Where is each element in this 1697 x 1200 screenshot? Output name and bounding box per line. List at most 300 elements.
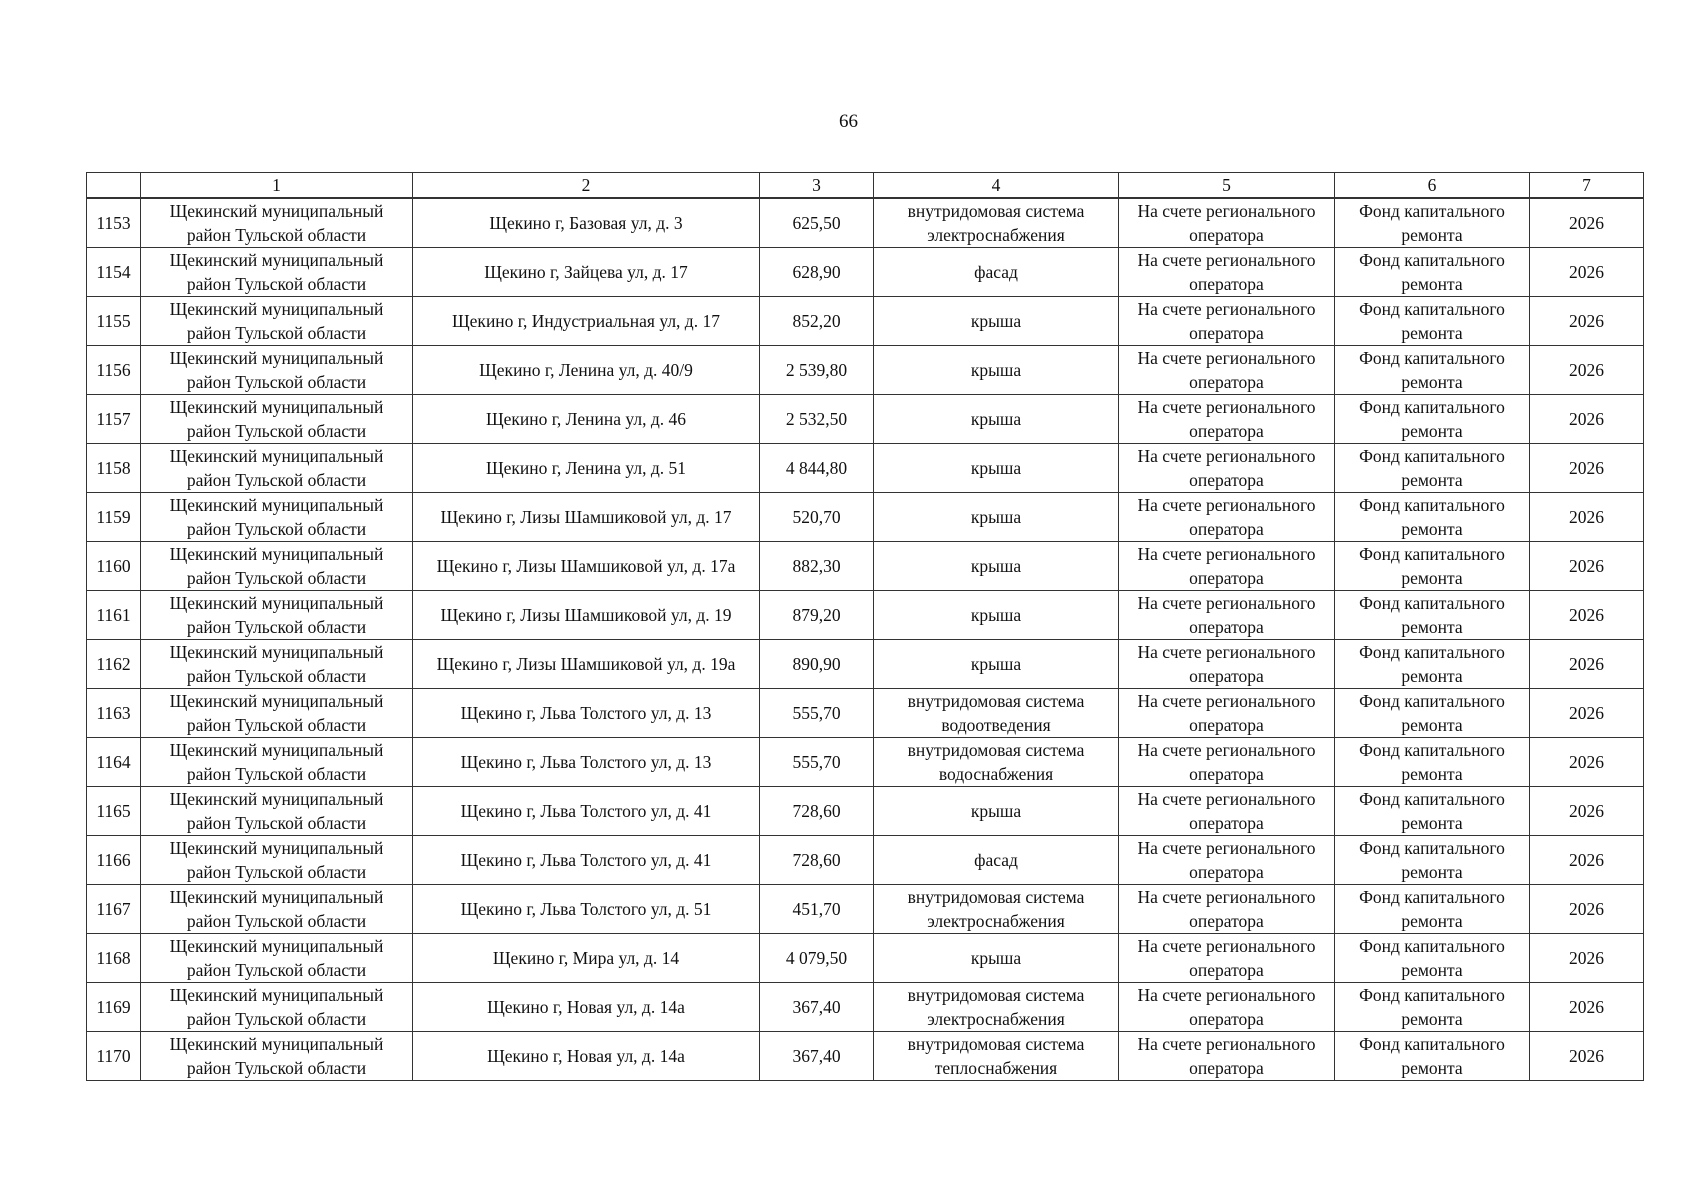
header-cell-6: 6 <box>1335 173 1530 199</box>
account-cell-line: На счете регионального <box>1137 348 1316 368</box>
year-cell: 2026 <box>1530 885 1644 934</box>
account-cell-line: оператора <box>1189 862 1264 882</box>
work-type-cell-line: крыша <box>970 605 1022 625</box>
address-cell: Щекино г, Льва Толстого ул, д. 13 <box>413 689 760 738</box>
district-cell-line: район Тульской области <box>186 960 367 980</box>
funding-source-cell-line: ремонта <box>1401 372 1463 392</box>
account-cell-line: На счете регионального <box>1137 1034 1316 1054</box>
funding-source-cell-line: ремонта <box>1401 323 1463 343</box>
year-cell: 2026 <box>1530 542 1644 591</box>
area-cell: 728,60 <box>760 787 874 836</box>
table-row <box>87 689 1644 738</box>
year-cell: 2026 <box>1530 591 1644 640</box>
year-cell: 2026 <box>1530 198 1644 248</box>
area-cell: 882,30 <box>760 542 874 591</box>
district-cell-line: Щекинский муниципальный <box>169 985 384 1005</box>
address-cell: Щекино г, Лизы Шамшиковой ул, д. 17 <box>413 493 760 542</box>
funding-source-cell <box>1335 493 1530 542</box>
account-cell <box>1119 493 1335 542</box>
year-cell: 2026 <box>1530 248 1644 297</box>
account-cell <box>1119 444 1335 493</box>
district-cell-line: район Тульской области <box>186 666 367 686</box>
district-cell-line: Щекинский муниципальный <box>169 1034 384 1054</box>
funding-source-cell-line: Фонд капитального <box>1359 397 1505 417</box>
district-cell-line: Щекинский муниципальный <box>169 348 384 368</box>
funding-source-cell-line: Фонд капитального <box>1359 740 1505 760</box>
account-cell <box>1119 591 1335 640</box>
funding-source-cell <box>1335 346 1530 395</box>
table-row <box>87 395 1644 444</box>
district-cell-line: Щекинский муниципальный <box>169 299 384 319</box>
account-cell <box>1119 689 1335 738</box>
work-type-cell-line: крыша <box>970 458 1022 478</box>
area-cell: 555,70 <box>760 689 874 738</box>
district-cell <box>141 444 413 493</box>
area-cell: 555,70 <box>760 738 874 787</box>
funding-source-cell-line: Фонд капитального <box>1359 348 1505 368</box>
table-row <box>87 493 1644 542</box>
account-cell-line: На счете регионального <box>1137 642 1316 662</box>
district-cell <box>141 395 413 444</box>
account-cell-line: оператора <box>1189 519 1264 539</box>
work-type-cell-line: электроснабжения <box>927 911 1065 931</box>
work-type-cell-line: внутридомовая система <box>907 887 1085 907</box>
work-type-cell-line: фасад <box>974 262 1018 282</box>
year-cell: 2026 <box>1530 444 1644 493</box>
area-cell: 2 532,50 <box>760 395 874 444</box>
table-row <box>87 248 1644 297</box>
work-type-cell-line: фасад <box>974 850 1018 870</box>
account-cell-line: оператора <box>1189 813 1264 833</box>
work-type-cell-line: крыша <box>970 948 1022 968</box>
district-cell-line: Щекинский муниципальный <box>169 887 384 907</box>
address-cell: Щекино г, Ленина ул, д. 46 <box>413 395 760 444</box>
work-type-cell <box>874 297 1119 346</box>
funding-source-cell <box>1335 983 1530 1032</box>
district-cell-line: Щекинский муниципальный <box>169 642 384 662</box>
repair-program-table <box>86 172 1644 1081</box>
district-cell-line: район Тульской области <box>186 274 367 294</box>
header-cell-3: 3 <box>760 173 874 199</box>
funding-source-cell-line: Фонд капитального <box>1359 544 1505 564</box>
account-cell-line: оператора <box>1189 617 1264 637</box>
work-type-cell <box>874 1032 1119 1081</box>
district-cell-line: район Тульской области <box>186 421 367 441</box>
account-cell-line: На счете регионального <box>1137 740 1316 760</box>
address-cell: Щекино г, Зайцева ул, д. 17 <box>413 248 760 297</box>
district-cell <box>141 248 413 297</box>
account-cell-line: На счете регионального <box>1137 887 1316 907</box>
area-cell: 890,90 <box>760 640 874 689</box>
row-number-cell: 1157 <box>87 395 141 444</box>
account-cell-line: На счете регионального <box>1137 789 1316 809</box>
account-cell <box>1119 542 1335 591</box>
account-cell-line: оператора <box>1189 421 1264 441</box>
district-cell <box>141 689 413 738</box>
district-cell-line: район Тульской области <box>186 519 367 539</box>
funding-source-cell-line: Фонд капитального <box>1359 495 1505 515</box>
work-type-cell <box>874 983 1119 1032</box>
account-cell-line: оператора <box>1189 1009 1264 1029</box>
table-row <box>87 934 1644 983</box>
header-cell-num <box>87 173 141 199</box>
area-cell: 4 079,50 <box>760 934 874 983</box>
district-cell-line: район Тульской области <box>186 617 367 637</box>
table-row <box>87 836 1644 885</box>
table-row <box>87 640 1644 689</box>
funding-source-cell-line: Фонд капитального <box>1359 1034 1505 1054</box>
funding-source-cell-line: ремонта <box>1401 274 1463 294</box>
district-cell-line: район Тульской области <box>186 470 367 490</box>
header-cell-7: 7 <box>1530 173 1644 199</box>
area-cell: 4 844,80 <box>760 444 874 493</box>
district-cell <box>141 738 413 787</box>
funding-source-cell-line: ремонта <box>1401 421 1463 441</box>
district-cell <box>141 1032 413 1081</box>
table-row <box>87 297 1644 346</box>
district-cell-line: Щекинский муниципальный <box>169 495 384 515</box>
funding-source-cell-line: Фонд капитального <box>1359 250 1505 270</box>
funding-source-cell-line: Фонд капитального <box>1359 936 1505 956</box>
funding-source-cell <box>1335 934 1530 983</box>
district-cell <box>141 983 413 1032</box>
table-row <box>87 591 1644 640</box>
account-cell <box>1119 787 1335 836</box>
header-cell-1: 1 <box>141 173 413 199</box>
account-cell-line: На счете регионального <box>1137 691 1316 711</box>
work-type-cell <box>874 493 1119 542</box>
funding-source-cell <box>1335 297 1530 346</box>
district-cell-line: район Тульской области <box>186 323 367 343</box>
area-cell: 625,50 <box>760 198 874 248</box>
year-cell: 2026 <box>1530 395 1644 444</box>
account-cell-line: оператора <box>1189 470 1264 490</box>
funding-source-cell-line: ремонта <box>1401 1058 1463 1078</box>
account-cell-line: оператора <box>1189 568 1264 588</box>
work-type-cell-line: водоотведения <box>941 715 1051 735</box>
district-cell-line: район Тульской области <box>186 911 367 931</box>
row-number-cell: 1164 <box>87 738 141 787</box>
row-number-cell: 1153 <box>87 198 141 248</box>
district-cell-line: Щекинский муниципальный <box>169 397 384 417</box>
area-cell: 520,70 <box>760 493 874 542</box>
account-cell <box>1119 297 1335 346</box>
district-cell <box>141 198 413 248</box>
year-cell: 2026 <box>1530 787 1644 836</box>
work-type-cell-line: электроснабжения <box>927 1009 1065 1029</box>
account-cell <box>1119 248 1335 297</box>
funding-source-cell <box>1335 444 1530 493</box>
row-number-cell: 1162 <box>87 640 141 689</box>
account-cell-line: оператора <box>1189 274 1264 294</box>
area-cell: 879,20 <box>760 591 874 640</box>
table-row <box>87 542 1644 591</box>
account-cell-line: На счете регионального <box>1137 397 1316 417</box>
district-cell-line: Щекинский муниципальный <box>169 544 384 564</box>
address-cell: Щекино г, Мира ул, д. 14 <box>413 934 760 983</box>
address-cell: Щекино г, Льва Толстого ул, д. 13 <box>413 738 760 787</box>
year-cell: 2026 <box>1530 738 1644 787</box>
work-type-cell-line: внутридомовая система <box>907 985 1085 1005</box>
row-number-cell: 1158 <box>87 444 141 493</box>
district-cell <box>141 836 413 885</box>
column-number-header-row <box>87 173 1644 199</box>
district-cell-line: Щекинский муниципальный <box>169 838 384 858</box>
funding-source-cell-line: Фонд капитального <box>1359 789 1505 809</box>
work-type-cell <box>874 591 1119 640</box>
address-cell: Щекино г, Новая ул, д. 14а <box>413 1032 760 1081</box>
funding-source-cell-line: Фонд капитального <box>1359 642 1505 662</box>
account-cell-line: На счете регионального <box>1137 250 1316 270</box>
row-number-cell: 1168 <box>87 934 141 983</box>
funding-source-cell-line: Фонд капитального <box>1359 593 1505 613</box>
account-cell-line: оператора <box>1189 372 1264 392</box>
table-row <box>87 738 1644 787</box>
district-cell <box>141 591 413 640</box>
work-type-cell-line: крыша <box>970 556 1022 576</box>
district-cell-line: район Тульской области <box>186 862 367 882</box>
funding-source-cell-line: Фонд капитального <box>1359 985 1505 1005</box>
work-type-cell-line: крыша <box>970 507 1022 527</box>
district-cell-line: Щекинский муниципальный <box>169 593 384 613</box>
funding-source-cell-line: ремонта <box>1401 764 1463 784</box>
address-cell: Щекино г, Лизы Шамшиковой ул, д. 19 <box>413 591 760 640</box>
year-cell: 2026 <box>1530 297 1644 346</box>
address-cell: Щекино г, Базовая ул, д. 3 <box>413 198 760 248</box>
table-row <box>87 885 1644 934</box>
funding-source-cell-line: ремонта <box>1401 666 1463 686</box>
funding-source-cell-line: ремонта <box>1401 862 1463 882</box>
district-cell-line: район Тульской области <box>186 715 367 735</box>
account-cell-line: На счете регионального <box>1137 936 1316 956</box>
district-cell-line: район Тульской области <box>186 225 367 245</box>
funding-source-cell <box>1335 1032 1530 1081</box>
row-number-cell: 1154 <box>87 248 141 297</box>
address-cell: Щекино г, Льва Толстого ул, д. 41 <box>413 787 760 836</box>
funding-source-cell-line: Фонд капитального <box>1359 446 1505 466</box>
account-cell <box>1119 198 1335 248</box>
area-cell: 2 539,80 <box>760 346 874 395</box>
account-cell-line: оператора <box>1189 960 1264 980</box>
work-type-cell-line: внутридомовая система <box>907 201 1085 221</box>
district-cell-line: Щекинский муниципальный <box>169 691 384 711</box>
table-body <box>87 173 1644 1081</box>
account-cell <box>1119 395 1335 444</box>
row-number-cell: 1163 <box>87 689 141 738</box>
area-cell: 628,90 <box>760 248 874 297</box>
work-type-cell <box>874 934 1119 983</box>
district-cell-line: Щекинский муниципальный <box>169 201 384 221</box>
funding-source-cell-line: Фонд капитального <box>1359 691 1505 711</box>
district-cell <box>141 787 413 836</box>
district-cell-line: район Тульской области <box>186 764 367 784</box>
year-cell: 2026 <box>1530 1032 1644 1081</box>
table-row <box>87 983 1644 1032</box>
address-cell: Щекино г, Новая ул, д. 14а <box>413 983 760 1032</box>
row-number-cell: 1170 <box>87 1032 141 1081</box>
funding-source-cell-line: ремонта <box>1401 715 1463 735</box>
funding-source-cell-line: Фонд капитального <box>1359 838 1505 858</box>
work-type-cell <box>874 346 1119 395</box>
year-cell: 2026 <box>1530 493 1644 542</box>
year-cell: 2026 <box>1530 836 1644 885</box>
account-cell-line: На счете регионального <box>1137 201 1316 221</box>
work-type-cell-line: внутридомовая система <box>907 691 1085 711</box>
funding-source-cell <box>1335 395 1530 444</box>
funding-source-cell <box>1335 836 1530 885</box>
district-cell-line: район Тульской области <box>186 1009 367 1029</box>
row-number-cell: 1160 <box>87 542 141 591</box>
work-type-cell <box>874 689 1119 738</box>
work-type-cell <box>874 738 1119 787</box>
funding-source-cell-line: ремонта <box>1401 568 1463 588</box>
district-cell <box>141 640 413 689</box>
area-cell: 367,40 <box>760 983 874 1032</box>
funding-source-cell <box>1335 198 1530 248</box>
account-cell <box>1119 738 1335 787</box>
year-cell: 2026 <box>1530 640 1644 689</box>
work-type-cell-line: водоснабжения <box>938 764 1054 784</box>
page-number: 66 <box>839 111 858 132</box>
district-cell-line: Щекинский муниципальный <box>169 250 384 270</box>
district-cell <box>141 934 413 983</box>
district-cell <box>141 297 413 346</box>
account-cell-line: На счете регионального <box>1137 838 1316 858</box>
work-type-cell-line: внутридомовая система <box>907 740 1085 760</box>
account-cell <box>1119 640 1335 689</box>
address-cell: Щекино г, Лизы Шамшиковой ул, д. 19а <box>413 640 760 689</box>
funding-source-cell-line: ремонта <box>1401 617 1463 637</box>
district-cell-line: Щекинский муниципальный <box>169 789 384 809</box>
work-type-cell <box>874 395 1119 444</box>
account-cell-line: На счете регионального <box>1137 985 1316 1005</box>
funding-source-cell <box>1335 640 1530 689</box>
funding-source-cell <box>1335 738 1530 787</box>
address-cell: Щекино г, Лизы Шамшиковой ул, д. 17а <box>413 542 760 591</box>
funding-source-cell-line: ремонта <box>1401 519 1463 539</box>
funding-source-cell-line: ремонта <box>1401 960 1463 980</box>
work-type-cell-line: крыша <box>970 311 1022 331</box>
work-type-cell <box>874 444 1119 493</box>
funding-source-cell <box>1335 885 1530 934</box>
year-cell: 2026 <box>1530 346 1644 395</box>
table-row <box>87 346 1644 395</box>
work-type-cell <box>874 248 1119 297</box>
district-cell-line: район Тульской области <box>186 1058 367 1078</box>
account-cell-line: оператора <box>1189 225 1264 245</box>
row-number-cell: 1156 <box>87 346 141 395</box>
work-type-cell-line: крыша <box>970 801 1022 821</box>
funding-source-cell <box>1335 689 1530 738</box>
account-cell <box>1119 1032 1335 1081</box>
account-cell-line: оператора <box>1189 715 1264 735</box>
account-cell-line: На счете регионального <box>1137 544 1316 564</box>
funding-source-cell-line: Фонд капитального <box>1359 887 1505 907</box>
district-cell-line: район Тульской области <box>186 568 367 588</box>
area-cell: 451,70 <box>760 885 874 934</box>
row-number-cell: 1155 <box>87 297 141 346</box>
address-cell: Щекино г, Индустриальная ул, д. 17 <box>413 297 760 346</box>
year-cell: 2026 <box>1530 983 1644 1032</box>
row-number-cell: 1169 <box>87 983 141 1032</box>
funding-source-cell-line: ремонта <box>1401 911 1463 931</box>
table-row <box>87 198 1644 248</box>
work-type-cell <box>874 836 1119 885</box>
year-cell: 2026 <box>1530 934 1644 983</box>
funding-source-cell-line: ремонта <box>1401 813 1463 833</box>
district-cell <box>141 542 413 591</box>
header-cell-5: 5 <box>1119 173 1335 199</box>
address-cell: Щекино г, Ленина ул, д. 40/9 <box>413 346 760 395</box>
work-type-cell-line: крыша <box>970 360 1022 380</box>
work-type-cell-line: теплоснабжения <box>934 1058 1058 1078</box>
work-type-cell <box>874 787 1119 836</box>
work-type-cell <box>874 198 1119 248</box>
account-cell <box>1119 983 1335 1032</box>
funding-source-cell-line: ремонта <box>1401 225 1463 245</box>
address-cell: Щекино г, Льва Толстого ул, д. 41 <box>413 836 760 885</box>
table-row <box>87 444 1644 493</box>
address-cell: Щекино г, Ленина ул, д. 51 <box>413 444 760 493</box>
funding-source-cell <box>1335 542 1530 591</box>
account-cell-line: На счете регионального <box>1137 593 1316 613</box>
work-type-cell-line: электроснабжения <box>927 225 1065 245</box>
address-cell: Щекино г, Льва Толстого ул, д. 51 <box>413 885 760 934</box>
account-cell-line: оператора <box>1189 666 1264 686</box>
funding-source-cell-line: ремонта <box>1401 470 1463 490</box>
account-cell <box>1119 934 1335 983</box>
account-cell-line: оператора <box>1189 911 1264 931</box>
area-cell: 852,20 <box>760 297 874 346</box>
area-cell: 367,40 <box>760 1032 874 1081</box>
account-cell <box>1119 885 1335 934</box>
row-number-cell: 1161 <box>87 591 141 640</box>
funding-source-cell-line: Фонд капитального <box>1359 201 1505 221</box>
table-row <box>87 787 1644 836</box>
work-type-cell-line: внутридомовая система <box>907 1034 1085 1054</box>
account-cell-line: На счете регионального <box>1137 299 1316 319</box>
account-cell-line: На счете регионального <box>1137 495 1316 515</box>
year-cell: 2026 <box>1530 689 1644 738</box>
work-type-cell <box>874 542 1119 591</box>
row-number-cell: 1166 <box>87 836 141 885</box>
district-cell-line: Щекинский муниципальный <box>169 446 384 466</box>
work-type-cell <box>874 640 1119 689</box>
funding-source-cell <box>1335 787 1530 836</box>
funding-source-cell <box>1335 248 1530 297</box>
funding-source-cell-line: ремонта <box>1401 1009 1463 1029</box>
district-cell-line: район Тульской области <box>186 372 367 392</box>
district-cell-line: Щекинский муниципальный <box>169 936 384 956</box>
table-row <box>87 1032 1644 1081</box>
account-cell-line: оператора <box>1189 764 1264 784</box>
funding-source-cell-line: Фонд капитального <box>1359 299 1505 319</box>
district-cell-line: район Тульской области <box>186 813 367 833</box>
account-cell-line: оператора <box>1189 1058 1264 1078</box>
account-cell-line: оператора <box>1189 323 1264 343</box>
account-cell <box>1119 346 1335 395</box>
district-cell <box>141 346 413 395</box>
row-number-cell: 1167 <box>87 885 141 934</box>
district-cell <box>141 885 413 934</box>
row-number-cell: 1165 <box>87 787 141 836</box>
work-type-cell-line: крыша <box>970 654 1022 674</box>
work-type-cell-line: крыша <box>970 409 1022 429</box>
area-cell: 728,60 <box>760 836 874 885</box>
account-cell-line: На счете регионального <box>1137 446 1316 466</box>
account-cell <box>1119 836 1335 885</box>
row-number-cell: 1159 <box>87 493 141 542</box>
